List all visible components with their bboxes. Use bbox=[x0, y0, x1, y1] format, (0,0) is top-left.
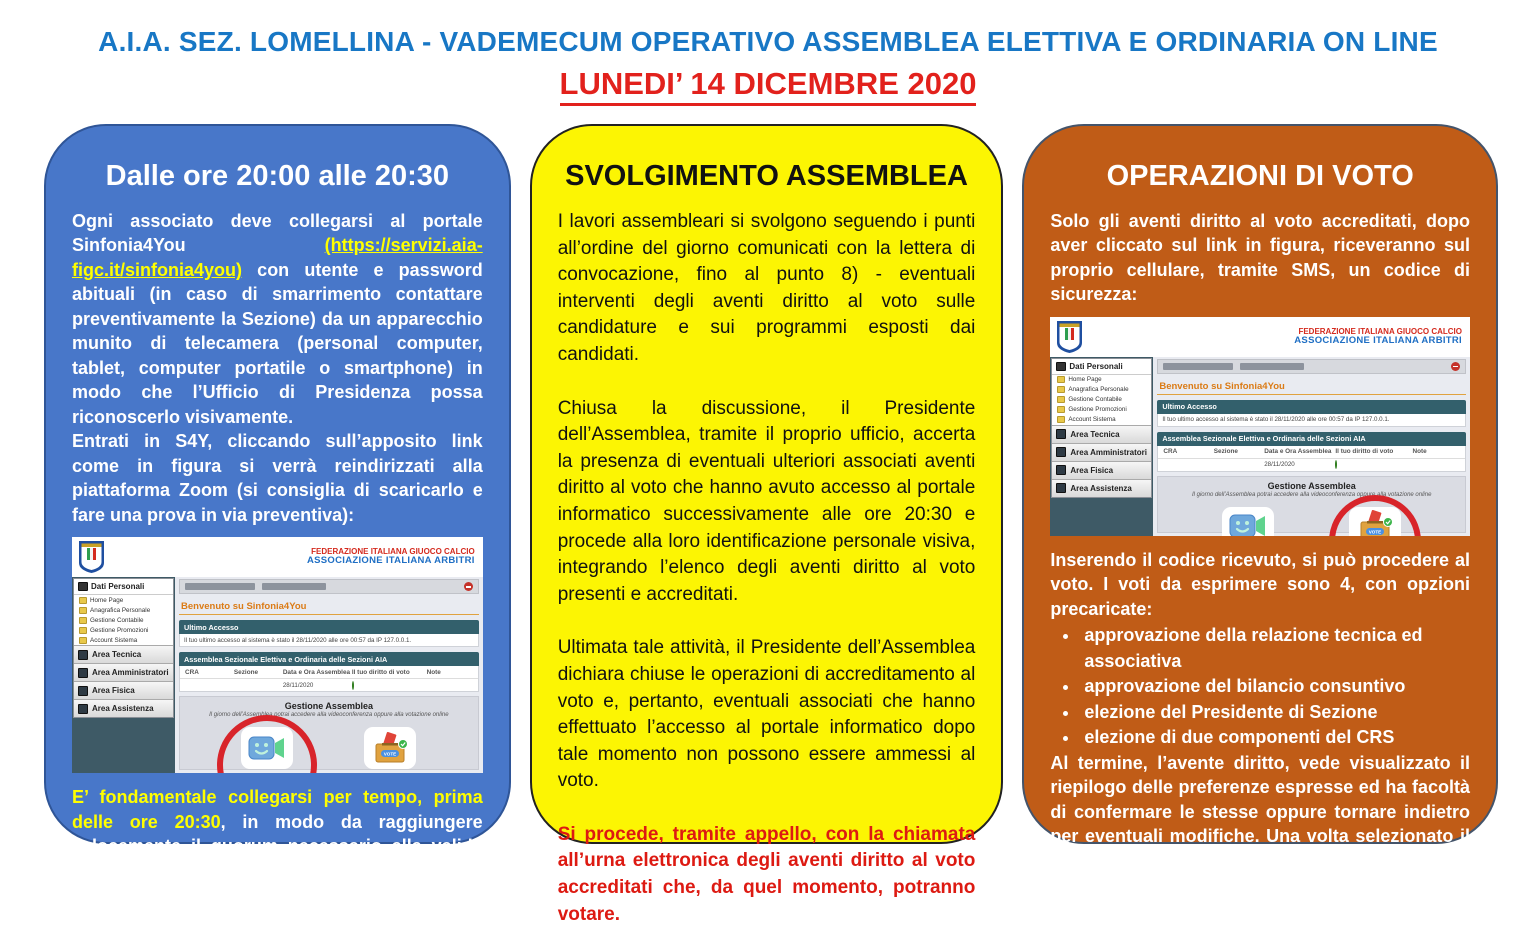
voting-paragraph-2: Inserendo il codice ricevuto, si può procedere al voto. I voti da esprimere sono 4, con opzioni precaricate: bbox=[1050, 549, 1470, 619]
section-icon bbox=[1056, 447, 1066, 457]
portal-user-bar bbox=[179, 579, 479, 594]
redacted-text bbox=[262, 583, 326, 590]
schedule-paragraph-1: Ogni associato deve collegarsi al portale Sinfonia4You (https://servizi.aia-figc.it/sinfonia4you) con utente e password abituali (in caso di smarrimento contattare preventivamente la Sezione) da un apparecchio munito di telecamera (personal computer, tablet, computer portatile o smartphone) in modo che l’Ufficio di Presidenza possa riconoscerlo visivamente. bbox=[72, 211, 483, 427]
voting-paragraph-1: Solo gli aventi diritto al voto accreditati, dopo aver cliccato sul link in figura, riceveranno sul proprio cellulare, tramite SMS, un codice di sicurezza: bbox=[1050, 211, 1470, 305]
vote-right-status-icon bbox=[352, 681, 354, 690]
sidebar-item-area-assistenza: Area Assistenza bbox=[1052, 479, 1151, 497]
sidebar-item-area-amministratori: Area Amministratori bbox=[74, 663, 173, 681]
gestione-subtitle: Il giorno dell’Assemblea potrai accedere alla videoconferenza oppure alla votazione online bbox=[209, 712, 449, 719]
welcome-heading: Benvenuto su Sinfonia4You bbox=[1157, 376, 1466, 395]
voting-options-list bbox=[1050, 623, 1470, 751]
panel-schedule bbox=[44, 124, 511, 905]
folder-icon bbox=[79, 627, 87, 634]
close-icon bbox=[1451, 362, 1460, 371]
folder-icon bbox=[79, 617, 87, 624]
federation-line2: ASSOCIAZIONE ITALIANA ARBITRI bbox=[1294, 335, 1462, 346]
sidebar-item-area-amministratori: Area Amministratori bbox=[1052, 443, 1151, 461]
sidebar-item-anagrafica: Anagrafica Personale bbox=[74, 605, 173, 615]
panel-voting-title: OPERAZIONI DI VOTO bbox=[1106, 160, 1414, 192]
table-row bbox=[180, 679, 478, 691]
video-camera-icon bbox=[248, 734, 286, 762]
vademecum-page bbox=[0, 26, 1536, 925]
section-icon bbox=[78, 704, 88, 714]
sidebar-item-gestione-promozioni: Gestione Promozioni bbox=[74, 625, 173, 635]
sidebar-item-dati-personali: Dati Personali bbox=[74, 579, 173, 595]
portal-screenshot bbox=[1050, 317, 1470, 536]
assembly-table bbox=[1157, 446, 1466, 472]
folder-icon bbox=[79, 597, 87, 604]
portal-body bbox=[1050, 357, 1470, 536]
ballot-box-icon bbox=[372, 732, 408, 764]
portal-screenshot bbox=[72, 537, 483, 773]
section-icon bbox=[1056, 465, 1066, 475]
vote-tile bbox=[364, 727, 416, 769]
voting-paragraph-3: Al termine, l’avente diritto, vede visualizzato il riepilogo delle preferenze espresse ed ha facoltà di confermare le stesse oppure tornare indietro per eventuali modifiche. Una volta selezionato il tasto di «fine», il voto viene registrato nel sistema e l’operazione è conclusa. bbox=[1050, 753, 1470, 896]
portal-screenshot-video bbox=[72, 537, 483, 773]
gestione-subtitle: Il giorno dell’Assemblea potrai accedere alla videoconferenza oppure alla votazione online bbox=[1191, 491, 1432, 498]
portal-screenshot-vote bbox=[1050, 317, 1470, 536]
sidebar-item-gestione-contabile: Gestione Contabile bbox=[74, 615, 173, 625]
figc-logo-icon bbox=[78, 540, 105, 574]
vote-tile bbox=[1349, 507, 1401, 536]
sidebar-item-account-sistema: Account Sistema bbox=[1052, 415, 1151, 425]
federation-line1: FEDERAZIONE ITALIANA GIUOCO CALCIO bbox=[1298, 326, 1462, 336]
assembly-paragraph-4: Si procede, tramite appello, con la chiamata all’urna elettronica degli aventi diritto al voto accreditati che, da quel momento, potranno votare. bbox=[557, 823, 976, 925]
panel-schedule-title: Dalle ore 20:00 alle 20:30 bbox=[105, 160, 450, 192]
videoconference-link bbox=[1193, 507, 1303, 536]
folder-icon bbox=[79, 637, 87, 644]
gestione-assemblea-section bbox=[1157, 476, 1466, 533]
videoconference-link bbox=[212, 727, 322, 773]
welcome-heading: Benvenuto su Sinfonia4You bbox=[179, 596, 479, 615]
portal-user-bar bbox=[1157, 359, 1466, 374]
portal-header bbox=[72, 537, 483, 577]
redacted-text bbox=[185, 583, 255, 590]
last-access-text: Il tuo ultimo accesso al sistema è stato il 28/11/2020 alle ore 00:57 da IP 127.0.0.1. bbox=[179, 634, 479, 647]
portal-sidebar bbox=[72, 577, 175, 773]
last-access-header: Ultimo Accesso bbox=[1157, 400, 1466, 414]
vote-link bbox=[1320, 507, 1430, 536]
federation-title bbox=[1294, 327, 1464, 347]
federation-line2: ASSOCIAZIONE ITALIANA ARBITRI bbox=[306, 555, 475, 567]
sidebar-item-gestione-contabile: Gestione Contabile bbox=[1052, 395, 1151, 405]
computer-icon bbox=[78, 582, 88, 591]
table-header-row: CRA Sezione Data e Ora Assemblea Il tuo diritto di voto Note bbox=[1158, 446, 1465, 459]
table-row bbox=[1158, 459, 1465, 471]
folder-icon bbox=[1057, 386, 1065, 393]
video-camera-icon bbox=[1229, 512, 1267, 536]
sidebar-item-gestione-promozioni: Gestione Promozioni bbox=[1052, 405, 1151, 415]
last-access-header: Ultimo Accesso bbox=[179, 620, 479, 634]
assembly-paragraph-2: Chiusa la discussione, il Presidente dell’Assemblea, tramite il proprio ufficio, accerta la presenza di eventuali ulteriori associati aventi diritto al voto che hanno avuto accesso al portale informatico successivamente alle ore 20:30 e procede alla loro identificazione personale visiva, integrando l’elenco degli aventi diritto al voto presenti e accreditati. bbox=[557, 397, 976, 605]
gestione-title: Gestione Assemblea bbox=[284, 701, 373, 712]
panel-assembly-title: SVOLGIMENTO ASSEMBLEA bbox=[565, 160, 968, 192]
assembly-date: 28/11/2020 bbox=[1264, 461, 1295, 469]
panel-assembly bbox=[530, 124, 1004, 925]
assembly-header: Assemblea Sezionale Elettiva e Ordinaria delle Sezioni AIA bbox=[1157, 432, 1466, 446]
list-item: • elezione di due componenti del CRS bbox=[1080, 725, 1470, 751]
list-item: • approvazione della relazione tecnica ed associativa bbox=[1080, 623, 1470, 674]
svg-text:VOTE: VOTE bbox=[1369, 529, 1382, 535]
assembly-header: Assemblea Sezionale Elettiva e Ordinaria delle Sezioni AIA bbox=[179, 652, 479, 666]
assembly-paragraph-1: I lavori assembleari si svolgono seguendo i punti all’ordine del giorno comunicati con la lettera di convocazione, fino al punto 8) - eventuali interventi degli aventi diritto al voto sulle candidature e sui programmi esposti dai candidati. bbox=[557, 211, 976, 365]
sidebar-item-area-tecnica: Area Tecnica bbox=[74, 645, 173, 663]
sidebar-item-area-tecnica: Area Tecnica bbox=[1052, 425, 1151, 443]
folder-icon bbox=[79, 607, 87, 614]
section-icon bbox=[1056, 483, 1066, 493]
svg-text:VOTE: VOTE bbox=[384, 751, 397, 757]
section-icon bbox=[78, 668, 88, 678]
sidebar-item-area-fisica: Area Fisica bbox=[1052, 461, 1151, 479]
assembly-table bbox=[179, 666, 479, 692]
sidebar-item-dati-personali: Dati Personali bbox=[1052, 359, 1151, 375]
schedule-paragraph-3: E’ fondamentale collegarsi per tempo, prima delle ore 20:30, in modo da raggiungere velocemente il quorum necessario alla valida apertura dell’Assemblea Sezionale Elettiva e Ordinaria. bbox=[72, 787, 483, 905]
schedule-paragraph-2: Entrati in S4Y, cliccando sull’apposito link come in figura si verrà reindirizzati alla piattaforma Zoom (si consiglia di scaricarlo e fare una prova in via preventiva): bbox=[72, 431, 483, 525]
video-tile bbox=[1222, 507, 1274, 536]
list-item: • elezione del Presidente di Sezione bbox=[1080, 700, 1470, 726]
sinfonia4you-link[interactable]: (https://servizi.aia-figc.it/sinfonia4you) bbox=[72, 235, 483, 280]
sidebar-item-account-sistema: Account Sistema bbox=[74, 635, 173, 645]
section-icon bbox=[78, 686, 88, 696]
sidebar-item-home-page: Home Page bbox=[74, 595, 173, 605]
table-header-row: CRA Sezione Data e Ora Assemblea Il tuo diritto di voto Note bbox=[180, 666, 478, 679]
sidebar-item-home-page: Home Page bbox=[1052, 375, 1151, 385]
sidebar-item-area-fisica: Area Fisica bbox=[74, 681, 173, 699]
sidebar-item-area-assistenza: Area Assistenza bbox=[74, 699, 173, 717]
portal-header bbox=[1050, 317, 1470, 357]
vote-link bbox=[335, 727, 445, 773]
folder-icon bbox=[1057, 406, 1065, 413]
close-icon bbox=[464, 582, 473, 591]
sidebar-item-anagrafica: Anagrafica Personale bbox=[1052, 385, 1151, 395]
federation-line1: FEDERAZIONE ITALIANA GIUOCO CALCIO bbox=[311, 547, 475, 557]
gestione-title: Gestione Assemblea bbox=[1267, 480, 1356, 491]
portal-main bbox=[1153, 357, 1470, 536]
figc-logo-icon bbox=[1056, 320, 1083, 354]
computer-icon bbox=[1056, 362, 1066, 371]
page-title: A.I.A. SEZ. LOMELLINA - VADEMECUM OPERATIVO ASSEMBLEA ELETTIVA E ORDINARIA ON LINE bbox=[98, 26, 1438, 57]
folder-icon bbox=[1057, 376, 1065, 383]
last-access-text: Il tuo ultimo accesso al sistema è stato il 28/11/2020 alle ore 00:57 da IP 127.0.0.1. bbox=[1157, 414, 1466, 427]
federation-title bbox=[307, 547, 477, 567]
portal-sidebar bbox=[1050, 357, 1153, 536]
section-icon bbox=[1056, 429, 1066, 439]
list-item: • approvazione del bilancio consuntivo bbox=[1080, 674, 1470, 700]
ballot-box-icon bbox=[1357, 510, 1393, 536]
portal-main bbox=[175, 577, 483, 773]
assembly-paragraph-3: Ultimata tale attività, il Presidente dell’Assemblea dichiara chiuse le operazioni di accreditamento al voto e, pertanto, eventuali associati che hanno effettuato l’accesso al portale informatico dopo tale momento non possono essere ammessi al voto. bbox=[557, 637, 976, 792]
folder-icon bbox=[1057, 396, 1065, 403]
redacted-text bbox=[1163, 363, 1233, 370]
date-title: LUNEDI’ 14 DICEMBRE 2020 bbox=[0, 66, 1536, 106]
panel-voting bbox=[1022, 124, 1498, 896]
redacted-text bbox=[1240, 363, 1304, 370]
assembly-date: 28/11/2020 bbox=[282, 681, 314, 689]
folder-icon bbox=[1057, 416, 1065, 423]
vote-right-status-icon bbox=[1335, 460, 1337, 469]
gestione-assemblea-section bbox=[179, 696, 479, 770]
video-tile bbox=[241, 727, 293, 769]
section-icon bbox=[78, 650, 88, 660]
portal-body bbox=[72, 577, 483, 773]
